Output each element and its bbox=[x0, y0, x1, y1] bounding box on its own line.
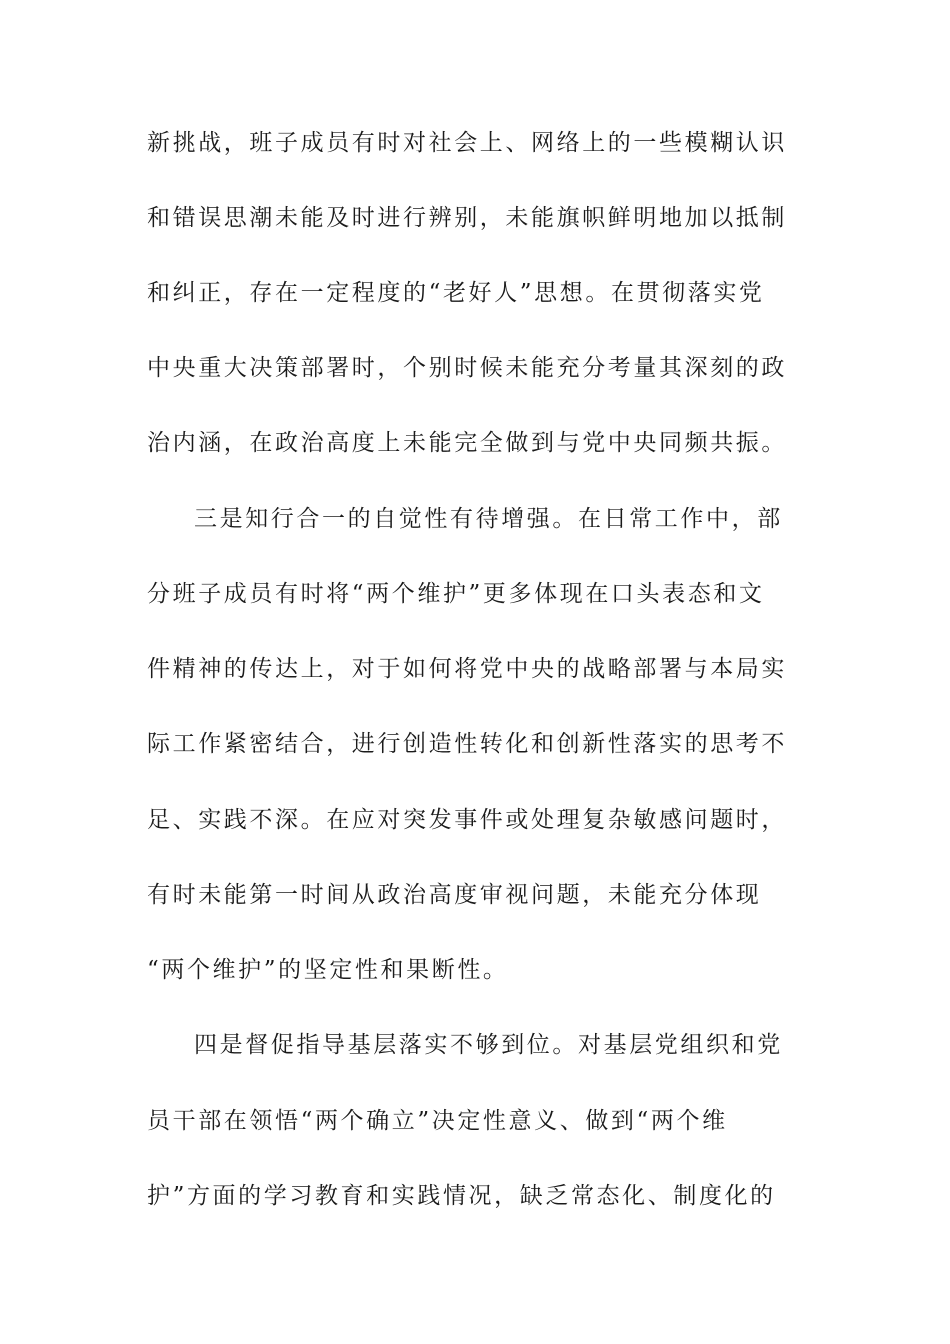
text-line: 件精神的传达上，对于如何将党中央的战略部署与本局实 bbox=[147, 656, 787, 682]
text-line: 际工作紧密结合，进行创造性转化和创新性落实的思考不 bbox=[147, 731, 787, 757]
paragraph-start-line: 三是知行合一的自觉性有待增强。在日常工作中，部 bbox=[194, 506, 783, 532]
text-line: 有时未能第一时间从政治高度审视问题，未能充分体现 bbox=[147, 882, 762, 908]
text-line: 足、实践不深。在应对突发事件或处理复杂敏感问题时， bbox=[147, 807, 787, 833]
text-line: 员干部在领悟“两个确立”决定性意义、做到“两个维 bbox=[147, 1108, 728, 1134]
text-line: 护”方面的学习教育和实践情况，缺乏常态化、制度化的 bbox=[147, 1183, 776, 1209]
text-line: 和错误思潮未能及时进行辨别，未能旗帜鲜明地加以抵制 bbox=[147, 205, 787, 231]
text-line: 分班子成员有时将“两个维护”更多体现在口头表态和文 bbox=[147, 581, 765, 607]
text-line: 新挑战，班子成员有时对社会上、网络上的一些模糊认识 bbox=[147, 130, 787, 156]
text-line: 和纠正，存在一定程度的“老好人”思想。在贯彻落实党 bbox=[147, 280, 765, 306]
text-line: “两个维护”的坚定性和果断性。 bbox=[147, 957, 509, 983]
paragraph-start-line: 四是督促指导基层落实不够到位。对基层党组织和党 bbox=[194, 1032, 783, 1058]
text-line: 中央重大决策部署时，个别时候未能充分考量其深刻的政 bbox=[147, 355, 787, 381]
text-line: 治内涵，在政治高度上未能完全做到与党中央同频共振。 bbox=[147, 430, 787, 456]
